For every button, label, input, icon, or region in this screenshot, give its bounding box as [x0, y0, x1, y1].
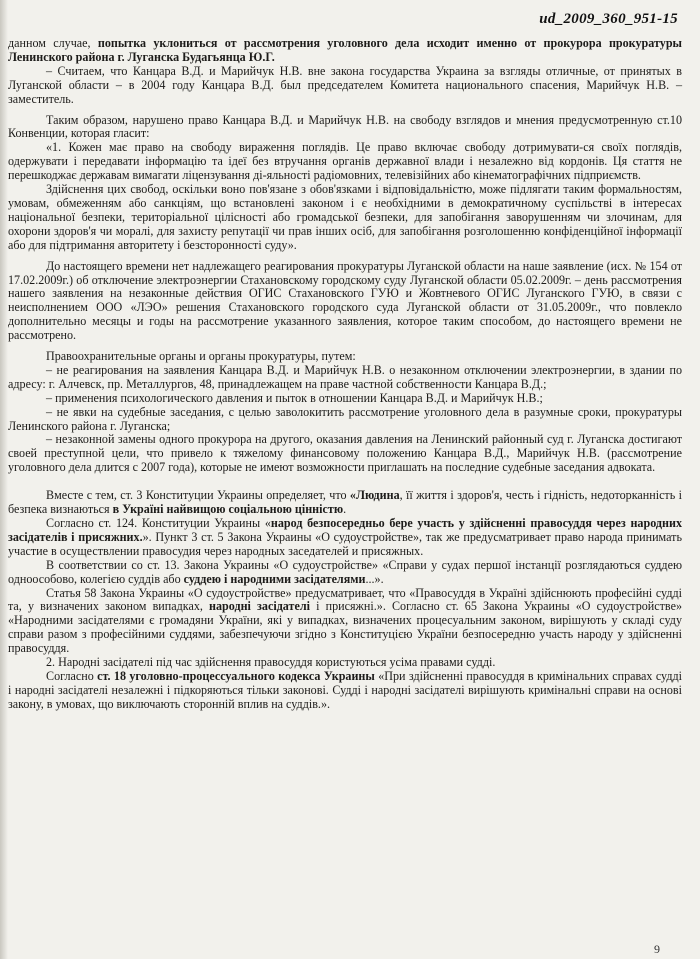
- bold-text: в Україні найвищою соціальною цінністю: [112, 502, 344, 517]
- paragraph: [8, 392, 682, 406]
- document-id: ud_2009_360_951-15: [539, 11, 678, 27]
- text-run: Правоохранительные органы и органы прокуратуры, путем:: [46, 349, 356, 364]
- bold-text: народ безпосередньо бере участь у здійсненні правосуддя через народних засідателів і присяжних.: [8, 516, 682, 544]
- page-number: 9: [654, 942, 660, 956]
- bold-text: народні засідателі: [209, 599, 310, 614]
- document-body: [8, 37, 682, 712]
- paragraph: [8, 587, 682, 657]
- text-run: і присяжні.». Согласно ст. 65 Закона Украины «О судоустройстве» «Народними засідателями є громадяни України, які у випадках, визначених процесуальним законом, вирішують у складі суду справи разом з професійними суддями, забезпечуючи згідно з Конституцією України безпосередню участь народу у здійсненні правосуддя.: [8, 599, 682, 656]
- paragraph: [8, 489, 682, 517]
- paragraph: [8, 65, 682, 107]
- text-run: ...».: [365, 571, 384, 586]
- paragraph: [8, 517, 682, 559]
- paragraph: [8, 433, 682, 475]
- paragraph: [8, 260, 682, 343]
- text-run: «При здійсненні правосуддя в кримінальних справах судді і народні засідателі незалежні і підкоряються тільки законові. Судді і народні засідателі вирішують кримінальні справи на основі закону, в умовах, що виключають сторонній вплив на суддів.».: [8, 668, 682, 711]
- scan-edge-shadow: [0, 0, 8, 959]
- text-run: – Считаем, что Канцара В.Д. и Марийчук Н.В. вне закона государства Украина за взгляды отличные, от принятых в Луганской области – в 2004 году Канцара В.Д. был председателем Комитета национального спасения, Марийчук Н.В. – заместитель.: [8, 63, 682, 106]
- text-run: Согласно: [46, 668, 98, 683]
- text-run: данном случае,: [8, 36, 98, 50]
- bold-text: суддею і народними засідателями: [183, 571, 366, 586]
- text-run: Таким образом, нарушено право Канцара В.Д. и Марийчук Н.В. на свободу взглядов и мнения предусмотренную ст.10 Конвенции, которая гласит:: [8, 112, 682, 141]
- paragraph: [8, 141, 682, 183]
- paragraph: [8, 183, 682, 253]
- paragraph: [8, 559, 682, 587]
- paragraph: [8, 37, 682, 65]
- text-run: До настоящего времени нет надлежащего реагирования прокуратуры Луганской области на наше заявление (исх. № 154 от 17.02.2009г.) об отключение электроэнергии Стахановскому городскому суду Луганской области 05.02.2009г. – день рассмотрения нашего заявления на незаконные действия ОГИС Стахановского ГУЮ и Жовтневого ОГИС Луганского ГУЮ, в связи с неисполнением ООО «ЛЭО» решения Стахановского городского суда Луганской области от 31.05.2009г., что повлекло дополнительно месяцы и годы на рассмотрение указанного заявления, которое таким способом, до настоящего времени не рассмотрено.: [8, 258, 682, 343]
- text-run: Статья 58 Закона Украины «О судоустройстве» предусматривает, что «Правосуддя в Україні здійснюють професійні судді та, у визначених законом випадках,: [8, 585, 682, 614]
- text-run: ». Пункт 3 ст. 5 Закона Украины «О судоустройстве», так же предусматривает право народа принимать участие в осуществлении правосудия через народных заседателей и присяжных.: [8, 529, 682, 558]
- text-run: Вместе с тем, ст. 3 Конституции Украины определяет, что: [46, 488, 350, 503]
- bold-text: попытка уклониться от рассмотрения уголовного дела исходит именно от прокурора прокуратуры Ленинского района г. Луганска Будагьянца Ю.Г.: [8, 36, 682, 64]
- bold-text: «Людина: [349, 488, 400, 503]
- text-run: – применения психологического давления и пыток в отношении Канцара В.Д. и Марийчук Н.В.;: [46, 390, 543, 405]
- paragraph: [8, 406, 682, 434]
- text-run: 2. Народні засідателі під час здійснення правосуддя користуються усіма правами судді.: [46, 655, 496, 670]
- text-run: .: [343, 502, 347, 517]
- bold-text: ст. 18 уголовно-процессуального кодекса Украины: [97, 668, 375, 683]
- text-run: – незаконной замены одного прокурора на другого, оказания давления на Ленинский районный суд г. Луганска достигают своей преступной цели, что привело к тяжелому финансовому положению Канцара В.Д., Марийчук Н.В. (рассмотрение уголовного дела длится с 2007 года), которые не имеют возможности приглашать на последние судебные заседания адвоката.: [8, 432, 682, 475]
- text-run: – не явки на судебные заседания, с целью заволокитить рассмотрение уголовного дела в разумные сроки, прокуратуры Ленинского района г. Луганска;: [8, 404, 682, 433]
- text-run: – не реагирования на заявления Канцара В.Д. и Марийчук Н.В. о незаконном отключении электроэнергии, в здании по адресу: г. Алчевск, пр. Металлургов, 48, принадлежащем на праве частной собственности Канцара В.Д.;: [8, 362, 682, 391]
- text-run: Здійснення цих свобод, оскільки воно пов'язане з обов'язками і відповідальністю, може підлягати таким формальностям, умовам, обмеженням або санкціям, що встановлені законом і є необхідними в демократичному суспільстві в інтересах національної безпеки, територіальної цілісності або громадської безпеки, для запобігання заворушенням чи злочинам, для охорони здоров'я чи моралі, для захисту репутації чи прав інших осіб, для запобігання розголошенню конфіденційної інформації або для підтримання авторитету і безсторонності суду».: [8, 182, 682, 252]
- paragraph: [8, 656, 682, 670]
- paragraph: [8, 350, 682, 364]
- paragraph: [8, 114, 682, 142]
- text-run: «1. Кожен має право на свободу вираження поглядів. Це право включає свободу дотримувати-ся своїх поглядів, одержувати і передавати інформацію та ідеї без втручання органів державної влади і незалежно від кордонів. Ця стаття не перешкоджає державам вимагати ліцензування ді-яльності радіомовних, телевізійних або кінематографічних підприємств.: [8, 140, 682, 183]
- text-run: Согласно ст. 124. Конституции Украины «: [46, 516, 271, 530]
- text-run: , її життя і здоров'я, честь і гідність, недоторканність і безпека визнаються: [8, 488, 682, 517]
- paragraph: [8, 364, 682, 392]
- text-run: В соответствии со ст. 13. Закона Украины «О судоустройстве» «Справи у судах першої інстанції розглядаються суддею одноособово, колегією суддів або: [8, 557, 682, 586]
- paragraph: [8, 670, 682, 712]
